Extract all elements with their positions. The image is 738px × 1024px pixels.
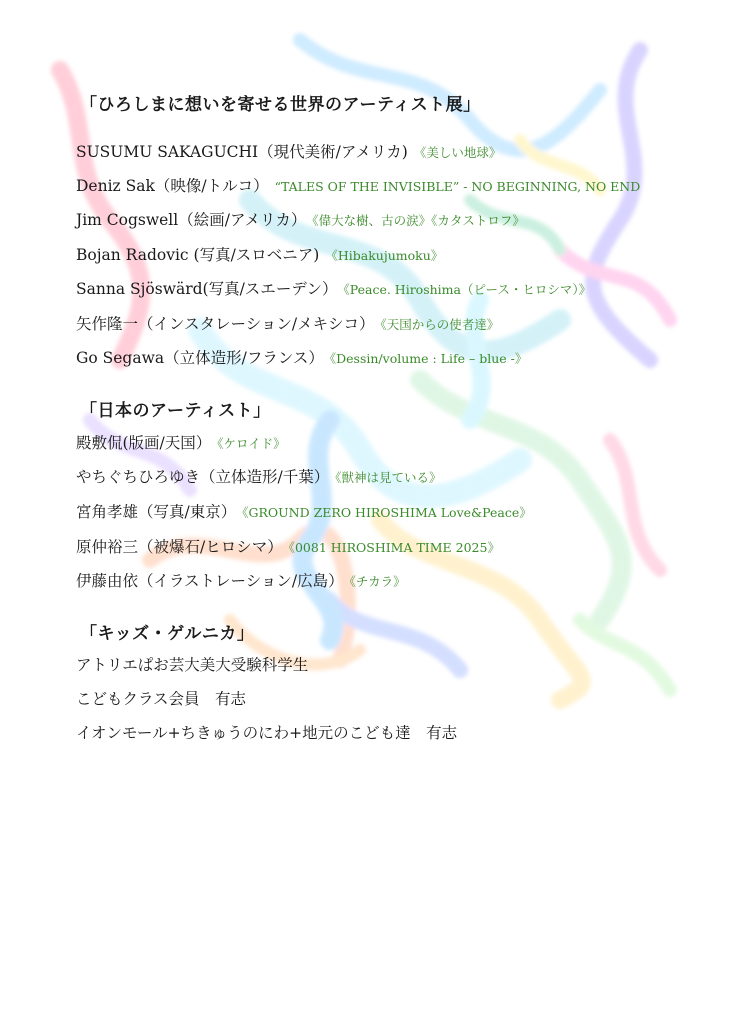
participant-name: アトリエぱお芸大美大受験科学生 (76, 656, 309, 674)
artist-entry (76, 569, 406, 591)
participant-name: イオンモール+ちきゅうのにわ+地元のこども達 有志 (76, 724, 458, 742)
artist-name: 矢作隆一（インスタレーション/メキシコ） (76, 315, 375, 333)
work-title: 《0081 HIROSHIMA TIME 2025》 (288, 540, 500, 555)
work-title: 《獣神は見ている》 (335, 470, 442, 485)
work-title: 《Dessin/volume : Life – blue -》 (329, 351, 528, 366)
section-heading-world-artists: 「ひろしまに想いを寄せる世界のアーティスト展」 (80, 95, 481, 115)
artist-entry (76, 535, 500, 557)
artist-name: 宮角孝雄（写真/東京） (76, 503, 237, 521)
artist-entry (76, 312, 499, 334)
artist-name: 伊藤由依（イラストレーション/広島） (76, 572, 344, 590)
artist-entry (76, 346, 527, 368)
artist-name: SUSUMU SAKAGUCHI（現代美術/アメリカ) (76, 143, 408, 161)
artist-entry (76, 208, 525, 230)
artist-entry (76, 431, 286, 453)
participant-entry (76, 687, 246, 709)
artist-entry (76, 277, 591, 299)
work-title: 《チカラ》 (349, 574, 406, 589)
section-heading-japanese-artists: 「日本のアーティスト」 (80, 401, 271, 421)
artist-entry (76, 174, 640, 196)
work-title: 《美しい地球》 (413, 145, 502, 160)
section-heading-kids-guernica: 「キッズ・ゲルニカ」 (80, 624, 255, 644)
artist-name: 殿敷侃(版画/天国） (76, 434, 212, 452)
artist-name: Bojan Radovic (写真/スロベニア) (76, 246, 320, 264)
work-title: “TALES OF THE INVISIBLE” - NO BEGINNING, NO END (274, 179, 641, 194)
participant-entry (76, 721, 457, 743)
work-title: 《Peace. Hiroshima（ピース・ヒロシマ）》 (343, 282, 592, 297)
artist-name: 原仲裕三（被爆石/ヒロシマ） (76, 538, 283, 556)
artist-name: Sanna Sjöswärd(写真/スエーデン） (76, 280, 338, 298)
artist-name: やちぐちひろゆき（立体造形/千葉） (76, 468, 330, 486)
work-title: 《Hibakujumoku》 (325, 248, 444, 263)
artist-entry (76, 140, 501, 162)
work-title: 《天国からの使者達》 (380, 317, 500, 332)
participant-name: こどもクラス会員 有志 (76, 690, 247, 708)
artist-name: Deniz Sak（映像/トルコ） (76, 177, 269, 195)
artist-entry (76, 243, 443, 265)
artist-entry (76, 465, 442, 487)
artist-entry (76, 500, 532, 522)
work-title: 《偉大な樹、古の涙》《カタストロフ》 (312, 213, 525, 228)
artist-name: Jim Cogswell（絵画/アメリカ） (76, 211, 307, 229)
work-title: 《ケロイド》 (217, 436, 286, 451)
participant-entry (76, 653, 308, 675)
work-title: 《GROUND ZERO HIROSHIMA Love&Peace》 (242, 505, 532, 520)
artist-name: Go Segawa（立体造形/フランス） (76, 349, 324, 367)
